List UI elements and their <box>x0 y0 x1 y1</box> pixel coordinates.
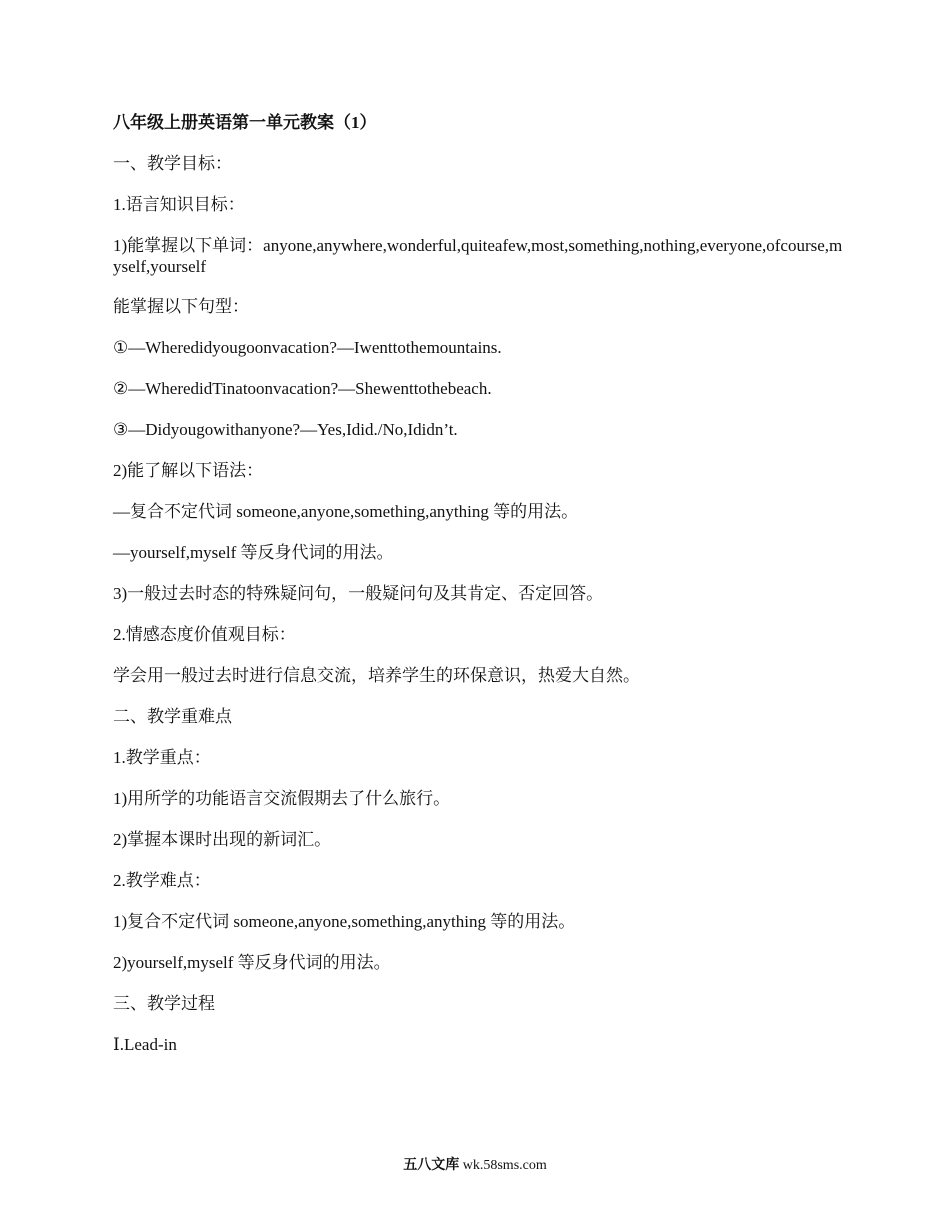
sentence-pattern-1: ①—Wheredidyougoonvacation?—Iwenttothemountains. <box>113 338 502 357</box>
section-heading-process: 三、教学过程 <box>113 994 215 1013</box>
footer-brand: 五八文库 <box>403 1158 460 1173</box>
sentence-patterns-heading: 能掌握以下句型： <box>113 297 249 316</box>
section-heading-objectives: 一、教学目标： <box>113 154 232 173</box>
difficulty-2: 2)yourself,myself 等反身代词的用法。 <box>113 953 391 972</box>
grammar-heading: 2)能了解以下语法： <box>113 461 264 480</box>
key-point-2: 2)掌握本课时出现的新词汇。 <box>113 830 332 849</box>
grammar-item-2: —yourself,myself 等反身代词的用法。 <box>113 543 394 562</box>
document-title: 八年级上册英语第一单元教案（1） <box>113 113 377 132</box>
subheading-difficulties: 2.教学难点： <box>113 871 211 890</box>
key-point-1: 1)用所学的功能语言交流假期去了什么旅行。 <box>113 789 451 808</box>
subheading-key-points: 1.教学重点： <box>113 748 211 767</box>
subheading-language-knowledge: 1.语言知识目标： <box>113 195 245 214</box>
subheading-emotional-goals: 2.情感态度价值观目标： <box>113 625 296 644</box>
grammar-item-1: —复合不定代词 someone,anyone,something,anything 等的用法。 <box>113 502 579 521</box>
page-footer <box>0 1157 950 1175</box>
difficulty-1: 1)复合不定代词 someone,anyone,something,anything 等的用法。 <box>113 912 576 931</box>
sentence-pattern-2: ②—WheredidTinatoonvacation?—Shewenttothebeach. <box>113 379 492 398</box>
document-body <box>113 112 848 1075</box>
lead-in-heading: Ⅰ.Lead-in <box>113 1035 177 1054</box>
vocabulary-paragraph: 1)能掌握以下单词：anyone,anywhere,wonderful,quiteafew,most,something,nothing,everyone,ofcourse,myself,yourself <box>113 236 843 276</box>
sentence-pattern-3: ③—Didyougowithanyone?—Yes,Idid./No,Ididn’t. <box>113 420 458 439</box>
emotional-goals-text: 学会用一般过去时进行信息交流，培养学生的环保意识，热爱大自然。 <box>113 666 640 685</box>
grammar-item-3: 3)一般过去时态的特殊疑问句，一般疑问句及其肯定、否定回答。 <box>113 584 604 603</box>
footer-url: wk.58sms.com <box>462 1158 547 1173</box>
section-heading-key-points: 二、教学重难点 <box>113 707 232 726</box>
